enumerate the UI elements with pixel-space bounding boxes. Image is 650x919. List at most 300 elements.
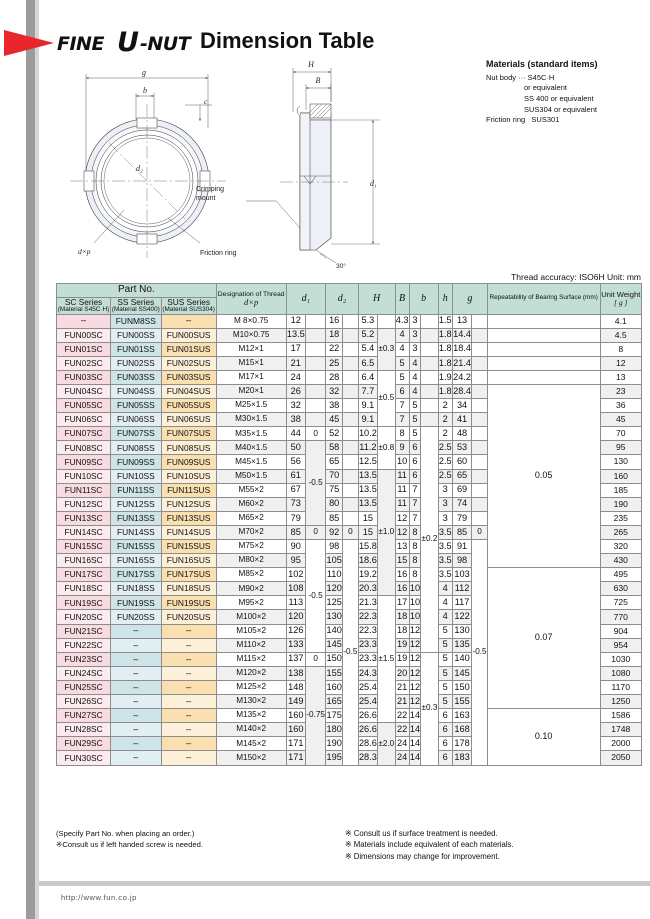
cell-h: 6 <box>438 751 452 765</box>
cell-g: 122 <box>452 610 471 624</box>
cell-B: 10 <box>395 455 409 469</box>
cell-d2: 92 <box>326 525 343 539</box>
cell-d2-tolerance <box>343 370 359 384</box>
cell-d1: 171 <box>286 737 305 751</box>
cell-sc-part-no: FUN12SC <box>57 497 111 511</box>
cell-b: 8 <box>409 554 421 568</box>
cell-designation: M140×2 <box>216 723 286 737</box>
cell-designation: M45×1.5 <box>216 455 286 469</box>
label-friction-ring: Friction ring <box>200 250 237 257</box>
cell-b: 7 <box>409 511 421 525</box>
cell-sus-part-no: FUN05SUS <box>161 399 216 413</box>
cell-d2: 160 <box>326 680 343 694</box>
cell-designation: M145×2 <box>216 737 286 751</box>
footer-url[interactable]: http://www.fun.co.jp <box>61 893 137 902</box>
cell-B: 5 <box>395 356 409 370</box>
cell-sus-part-no: FUN15SUS <box>161 540 216 554</box>
cell-sc-part-no: – <box>57 314 111 328</box>
cell-g: 150 <box>452 680 471 694</box>
cell-designation: M75×2 <box>216 540 286 554</box>
cell-B: 18 <box>395 610 409 624</box>
cell-unit-weight: 130 <box>600 455 642 469</box>
cell-g: 74 <box>452 497 471 511</box>
cell-d2: 140 <box>326 624 343 638</box>
cell-sc-part-no: FUN18SC <box>57 582 111 596</box>
cell-d2: 165 <box>326 695 343 709</box>
th-d2: d₂ <box>326 284 358 315</box>
cell-g: 103 <box>452 568 471 582</box>
cell-B: 11 <box>395 497 409 511</box>
cell-sus-part-no: FUN12SUS <box>161 497 216 511</box>
cell-d1: 44 <box>286 427 305 441</box>
cell-B: 12 <box>395 525 409 539</box>
cell-g: 183 <box>452 751 471 765</box>
cell-sc-part-no: FUN13SC <box>57 511 111 525</box>
cell-d2-tolerance <box>343 469 359 483</box>
cell-H-tolerance: ±0.3 <box>378 328 395 370</box>
cell-g: 178 <box>452 737 471 751</box>
dimension-table <box>56 283 642 766</box>
cell-d2-tolerance: 0 <box>343 525 359 539</box>
cell-h: 4 <box>438 610 452 624</box>
cell-designation: M125×2 <box>216 680 286 694</box>
cell-b-tolerance <box>421 413 438 427</box>
cell-sc-part-no: FUN10SC <box>57 469 111 483</box>
cell-b: 4 <box>409 370 421 384</box>
cell-sus-part-no: FUN14SUS <box>161 525 216 539</box>
cell-d2: 45 <box>326 413 343 427</box>
cell-g: 13 <box>452 314 471 328</box>
materials-line-4: SUS304 or equivalent <box>524 104 597 114</box>
cell-ss-part-no: – <box>111 680 161 694</box>
page-spine <box>26 0 35 919</box>
cell-H: 21.3 <box>358 596 377 610</box>
cell-h: 3 <box>438 483 452 497</box>
cell-d2-tolerance <box>343 384 359 398</box>
cell-d2-tolerance <box>343 328 359 342</box>
cell-d1-tolerance <box>306 314 326 328</box>
cell-g: 91 <box>452 540 471 554</box>
label-crimping-mount-2: mount <box>196 195 216 202</box>
cell-g: 140 <box>452 652 471 666</box>
cell-B: 11 <box>395 469 409 483</box>
cell-B: 15 <box>395 554 409 568</box>
cell-d2: 195 <box>326 751 343 765</box>
cell-repeatability <box>487 328 600 342</box>
cell-unit-weight: 235 <box>600 511 642 525</box>
cell-g-tolerance <box>472 455 488 469</box>
cell-d2: 52 <box>326 427 343 441</box>
cell-sus-part-no: FUN13SUS <box>161 511 216 525</box>
cell-B: 4.3 <box>395 314 409 328</box>
cell-d1: 90 <box>286 540 305 554</box>
cell-designation: M115×2 <box>216 652 286 666</box>
cell-sc-part-no: FUN16SC <box>57 554 111 568</box>
cell-ss-part-no: – <box>111 695 161 709</box>
cell-d2-tolerance <box>343 497 359 511</box>
cell-d2: 120 <box>326 582 343 596</box>
cell-g-tolerance <box>472 427 488 441</box>
cell-h: 3 <box>438 497 452 511</box>
cell-d2: 70 <box>326 469 343 483</box>
th-ss-series-material: (Material SS400) <box>111 305 160 313</box>
cell-sus-part-no: FUN06SUS <box>161 413 216 427</box>
cell-d1: 50 <box>286 441 305 455</box>
cell-repeatability <box>487 370 600 384</box>
th-sus-series-name: SUS Series <box>167 297 211 308</box>
cell-H: 7.7 <box>358 384 377 398</box>
cell-h: 2 <box>438 427 452 441</box>
cell-sus-part-no: FUN09SUS <box>161 455 216 469</box>
cell-g: 65 <box>452 469 471 483</box>
cell-B: 12 <box>395 511 409 525</box>
th-sc-series <box>57 298 111 314</box>
cell-b: 10 <box>409 596 421 610</box>
cell-ss-part-no: – <box>111 638 161 652</box>
cell-b: 12 <box>409 666 421 680</box>
cell-designation: M20×1 <box>216 384 286 398</box>
cell-d1-tolerance <box>306 413 326 427</box>
cell-designation: M60×2 <box>216 497 286 511</box>
cell-g: 135 <box>452 638 471 652</box>
cell-d2-tolerance: -0.5 <box>343 540 359 766</box>
dimension-table-wrapper <box>56 283 642 766</box>
cell-sus-part-no: FUN11SUS <box>161 483 216 497</box>
cell-h: 1.8 <box>438 328 452 342</box>
cell-unit-weight: 4.1 <box>600 314 642 328</box>
note-left-2: ※Consult us if left handed screw is needed. <box>56 840 203 849</box>
materials-line-2: or equivalent <box>524 83 567 93</box>
cell-g: 163 <box>452 709 471 723</box>
cell-b-tolerance: ±0.2 <box>421 427 438 653</box>
cell-ss-part-no: – <box>111 723 161 737</box>
cell-sc-part-no: FUN22SC <box>57 638 111 652</box>
cell-g: 53 <box>452 441 471 455</box>
cell-ss-part-no: FUN17SS <box>111 568 161 582</box>
cell-ss-part-no: FUN10SS <box>111 469 161 483</box>
cell-ss-part-no: FUN19SS <box>111 596 161 610</box>
cell-H: 13.5 <box>358 497 377 511</box>
th-designation-symbol: d×p <box>244 296 259 307</box>
cell-repeatability: 0.10 <box>487 709 600 765</box>
cell-sus-part-no: – <box>161 680 216 694</box>
cell-H: 15 <box>358 511 377 525</box>
label-d2: d₂ <box>136 164 143 173</box>
label-c: c <box>204 97 208 106</box>
cell-B: 24 <box>395 737 409 751</box>
label-B: B <box>315 76 321 85</box>
cell-ss-part-no: FUN09SS <box>111 455 161 469</box>
cell-ss-part-no: FUNM8SS <box>111 314 161 328</box>
cell-unit-weight: 23 <box>600 384 642 398</box>
cell-g-tolerance <box>472 399 488 413</box>
cell-b: 6 <box>409 441 421 455</box>
materials-box <box>486 58 646 126</box>
cell-h: 3.5 <box>438 540 452 554</box>
cell-h: 5 <box>438 624 452 638</box>
cell-H-tolerance: ±1.5 <box>378 596 395 723</box>
cell-g-tolerance <box>472 356 488 370</box>
cell-g: 168 <box>452 723 471 737</box>
cell-ss-part-no: FUN18SS <box>111 582 161 596</box>
cell-H: 28.3 <box>358 751 377 765</box>
cell-sus-part-no: FUN19SUS <box>161 596 216 610</box>
cell-d1: 67 <box>286 483 305 497</box>
cell-H: 25.4 <box>358 680 377 694</box>
cell-d1: 73 <box>286 497 305 511</box>
cell-designation: M100×2 <box>216 610 286 624</box>
cell-d2: 58 <box>326 441 343 455</box>
red-arrow-icon <box>4 30 54 56</box>
page-spine-light <box>35 0 39 919</box>
cell-unit-weight: 1250 <box>600 695 642 709</box>
cell-H-tolerance: ±0.8 <box>378 427 395 469</box>
label-g: g <box>142 68 146 77</box>
cell-d2-tolerance <box>343 399 359 413</box>
cell-designation: M12×1 <box>216 342 286 356</box>
cell-d1-tolerance: 0 <box>306 525 326 539</box>
cell-d2: 75 <box>326 483 343 497</box>
cell-d2: 25 <box>326 356 343 370</box>
side-view-nut <box>246 68 380 263</box>
cell-designation: M135×2 <box>216 709 286 723</box>
cell-d2: 175 <box>326 709 343 723</box>
cell-d2-tolerance <box>343 455 359 469</box>
cell-ss-part-no: FUN14SS <box>111 525 161 539</box>
cell-H: 23.3 <box>358 652 377 666</box>
cell-d2: 38 <box>326 399 343 413</box>
cell-b: 12 <box>409 638 421 652</box>
cell-b: 10 <box>409 610 421 624</box>
cell-unit-weight: 1586 <box>600 709 642 723</box>
cell-sc-part-no: FUN17SC <box>57 568 111 582</box>
cell-unit-weight: 1748 <box>600 723 642 737</box>
cell-h: 2.5 <box>438 455 452 469</box>
cell-d1: 160 <box>286 723 305 737</box>
cell-B: 7 <box>395 399 409 413</box>
cell-d1: 149 <box>286 695 305 709</box>
cell-h: 2.5 <box>438 441 452 455</box>
cell-designation: M50×1.5 <box>216 469 286 483</box>
cell-B: 21 <box>395 680 409 694</box>
cell-H: 5.4 <box>358 342 377 356</box>
cell-g: 130 <box>452 624 471 638</box>
cell-ss-part-no: FUN03SS <box>111 370 161 384</box>
cell-d2: 110 <box>326 568 343 582</box>
th-d1: d₁ <box>286 284 326 315</box>
cell-ss-part-no: FUN07SS <box>111 427 161 441</box>
label-dxp: d×p <box>78 247 91 256</box>
cell-d2: 145 <box>326 638 343 652</box>
cell-d1: 61 <box>286 469 305 483</box>
cell-d2-tolerance <box>343 441 359 455</box>
cell-d2: 80 <box>326 497 343 511</box>
cell-sc-part-no: FUN07SC <box>57 427 111 441</box>
cell-sc-part-no: FUN27SC <box>57 709 111 723</box>
cell-B: 8 <box>395 427 409 441</box>
cell-d1: 32 <box>286 399 305 413</box>
cell-repeatability: 0.07 <box>487 568 600 709</box>
cell-d1: 108 <box>286 582 305 596</box>
cell-sc-part-no: FUN02SC <box>57 356 111 370</box>
cell-sc-part-no: FUN30SC <box>57 751 111 765</box>
cell-H: 11.2 <box>358 441 377 455</box>
cell-ss-part-no: – <box>111 624 161 638</box>
cell-B: 13 <box>395 540 409 554</box>
cell-sus-part-no: – <box>161 695 216 709</box>
cell-d2: 22 <box>326 342 343 356</box>
cell-g-tolerance <box>472 441 488 455</box>
cell-H: 9.1 <box>358 399 377 413</box>
note-right-2: ※ Materials include equivalent of each materials. <box>345 840 514 850</box>
cell-sus-part-no: – <box>161 624 216 638</box>
cell-d1: 138 <box>286 666 305 680</box>
cell-B: 4 <box>395 342 409 356</box>
cell-g-tolerance <box>472 370 488 384</box>
cell-d1: 133 <box>286 638 305 652</box>
cell-designation: M17×1 <box>216 370 286 384</box>
cell-B: 16 <box>395 568 409 582</box>
cell-h: 3 <box>438 511 452 525</box>
th-h: h <box>438 284 452 315</box>
cell-b: 8 <box>409 540 421 554</box>
cell-H: 5.3 <box>358 314 377 328</box>
cell-g-tolerance: -0.5 <box>472 540 488 766</box>
cell-ss-part-no: – <box>111 652 161 666</box>
cell-d2-tolerance <box>343 314 359 328</box>
cell-H: 5.2 <box>358 328 377 342</box>
cell-H: 15 <box>358 525 377 539</box>
cell-d1: 13.5 <box>286 328 305 342</box>
cell-unit-weight: 4.5 <box>600 328 642 342</box>
cell-unit-weight: 904 <box>600 624 642 638</box>
cell-H: 10.2 <box>358 427 377 441</box>
note-right-3: ※ Dimensions may change for improvement. <box>345 851 500 861</box>
cell-unit-weight: 12 <box>600 356 642 370</box>
th-sus-series <box>161 298 216 314</box>
th-designation <box>216 284 286 315</box>
cell-g-tolerance <box>472 314 488 328</box>
cell-sus-part-no: FUN00SUS <box>161 328 216 342</box>
cell-b: 7 <box>409 483 421 497</box>
cell-H: 18.6 <box>358 554 377 568</box>
cell-g: 117 <box>452 596 471 610</box>
label-d1: d₁ <box>370 179 377 188</box>
cell-d2: 105 <box>326 554 343 568</box>
cell-b-tolerance <box>421 384 438 398</box>
cell-d2-tolerance <box>343 342 359 356</box>
cell-B: 5 <box>395 370 409 384</box>
cell-unit-weight: 70 <box>600 427 642 441</box>
cell-designation: M80×2 <box>216 554 286 568</box>
cell-designation: M120×2 <box>216 666 286 680</box>
cell-b: 7 <box>409 497 421 511</box>
materials-line-5: Friction ring SUS301 <box>486 115 560 125</box>
cell-H: 26.6 <box>358 723 377 737</box>
cell-sus-part-no: – <box>161 652 216 666</box>
cell-b-tolerance <box>421 399 438 413</box>
cell-b: 5 <box>409 399 421 413</box>
cell-sc-part-no: FUN28SC <box>57 723 111 737</box>
cell-designation: M40×1.5 <box>216 441 286 455</box>
cell-B: 7 <box>395 413 409 427</box>
cell-d1-tolerance: -0.75 <box>306 666 326 765</box>
cell-designation: M 8×0.75 <box>216 314 286 328</box>
cell-ss-part-no: FUN13SS <box>111 511 161 525</box>
cell-sus-part-no: FUN18SUS <box>161 582 216 596</box>
cell-d2: 130 <box>326 610 343 624</box>
cell-unit-weight: 13 <box>600 370 642 384</box>
table-row <box>57 370 642 384</box>
cell-sc-part-no: FUN25SC <box>57 680 111 694</box>
cell-designation: M95×2 <box>216 596 286 610</box>
th-g: g <box>452 284 487 315</box>
cell-g-tolerance: 0 <box>472 525 488 539</box>
cell-h: 1.5 <box>438 314 452 328</box>
cell-H: 23.3 <box>358 638 377 652</box>
notes-left <box>56 828 203 850</box>
cell-ss-part-no: FUN12SS <box>111 497 161 511</box>
cell-g-tolerance <box>472 497 488 511</box>
cell-b: 12 <box>409 695 421 709</box>
materials-line-3: SS 400 or equivalent <box>524 94 594 104</box>
cell-d1-tolerance <box>306 370 326 384</box>
cell-designation: M110×2 <box>216 638 286 652</box>
cell-d1: 102 <box>286 568 305 582</box>
footer-bar <box>39 881 650 886</box>
cell-H: 22.3 <box>358 610 377 624</box>
cell-d1-tolerance <box>306 384 326 398</box>
cell-sus-part-no: FUN17SUS <box>161 568 216 582</box>
th-designation-label: Designation of Thread <box>217 290 285 298</box>
cell-b: 14 <box>409 751 421 765</box>
cell-B: 17 <box>395 596 409 610</box>
cell-sus-part-no: FUN20SUS <box>161 610 216 624</box>
cell-h: 5 <box>438 652 452 666</box>
cell-unit-weight: 265 <box>600 525 642 539</box>
cell-unit-weight: 954 <box>600 638 642 652</box>
th-H: H <box>358 284 395 315</box>
cell-h: 2 <box>438 399 452 413</box>
cell-H: 26.6 <box>358 709 377 723</box>
cell-ss-part-no: – <box>111 751 161 765</box>
table-row <box>57 384 642 398</box>
materials-line-1: Nut body ··· S45C·H <box>486 72 555 82</box>
cell-ss-part-no: – <box>111 737 161 751</box>
cell-b: 5 <box>409 427 421 441</box>
cell-d2: 16 <box>326 314 343 328</box>
th-repeatability: Repeatability of Bearing Surface (mm) <box>487 284 600 315</box>
cell-d2: 98 <box>326 540 343 554</box>
cell-sc-part-no: FUN15SC <box>57 540 111 554</box>
th-unit-weight-symbol: [ g ] <box>613 297 628 307</box>
cell-d1: 171 <box>286 751 305 765</box>
cell-B: 19 <box>395 652 409 666</box>
cell-h: 5 <box>438 638 452 652</box>
cell-H: 13.5 <box>358 483 377 497</box>
cell-sus-part-no: FUN03SUS <box>161 370 216 384</box>
cell-g: 60 <box>452 455 471 469</box>
cell-d1: 160 <box>286 709 305 723</box>
cell-d1: 85 <box>286 525 305 539</box>
cell-B: 6 <box>395 384 409 398</box>
front-view-nut <box>70 74 226 258</box>
cell-ss-part-no: FUN08SS <box>111 441 161 455</box>
cell-sus-part-no: – <box>161 723 216 737</box>
cell-d2: 65 <box>326 455 343 469</box>
cell-d2: 28 <box>326 370 343 384</box>
cell-g: 41 <box>452 413 471 427</box>
